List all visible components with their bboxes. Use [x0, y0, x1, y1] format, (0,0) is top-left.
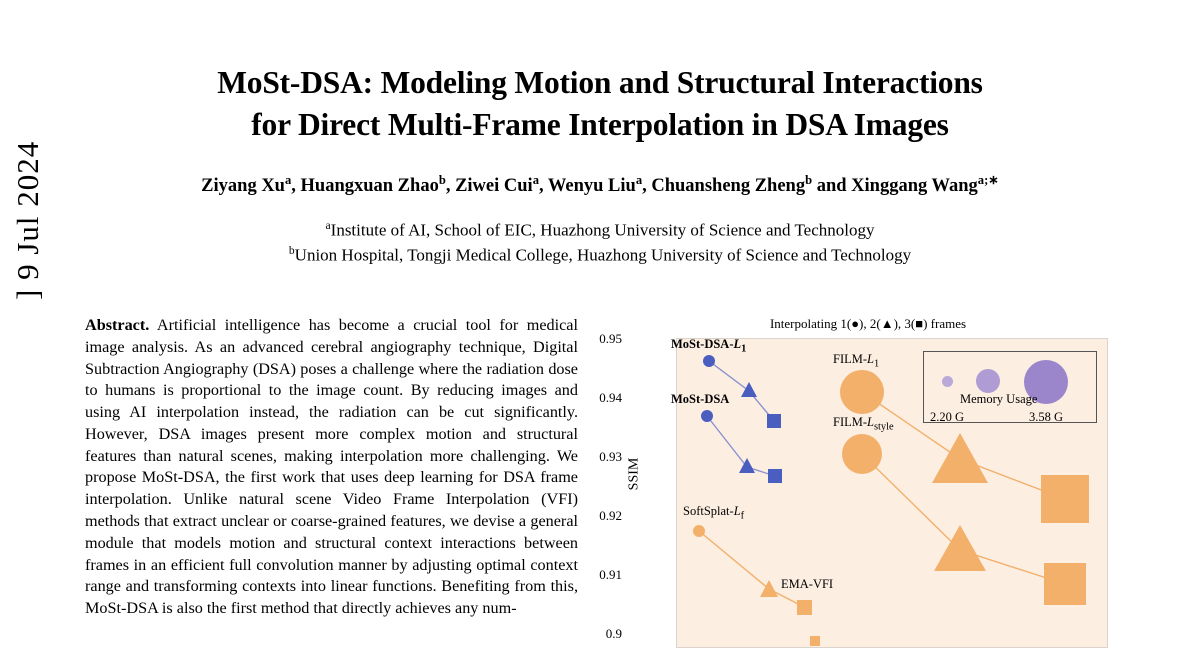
- point-mostdsa-l1-3frame: [767, 414, 781, 428]
- affiliations: [60, 218, 1140, 269]
- legend-min-value: 2.20 G: [930, 410, 965, 424]
- affiliation-b: $^b$Union Hospital, Tongji Medical College, Huazhong University of Science and Technology: [288, 244, 912, 265]
- point-softsplat-3frame: [797, 600, 812, 615]
- abstract-block: [85, 315, 578, 620]
- ytick-4: 0.91: [599, 567, 622, 582]
- point-softsplat-1frame: [693, 525, 705, 537]
- legend-max-value: 3.58 G: [1029, 410, 1064, 424]
- legend-small-circle: [942, 376, 953, 387]
- ytick-3: 0.92: [599, 508, 622, 523]
- chart-title: Interpolating 1(●), 2(▲), 3(■) frames: [769, 316, 967, 331]
- point-mostdsa-2frame: [739, 458, 755, 473]
- point-mostdsa-l1-2frame: [741, 382, 757, 397]
- point-film-l1-2frame: [932, 433, 988, 483]
- point-film-lstyle-1frame: [842, 434, 882, 474]
- legend-box: [923, 351, 1097, 423]
- title-line-1: MoSt-DSA: Modeling Motion and Structural Interactions: [217, 65, 983, 100]
- abstract-text: Artificial intelligence has become a crucial tool for medical image analysis. As an advanced cerebral angiography technique, Digital Subtraction Angiography (DSA) poses a challenge where the radiation dose to humans is proportional to the image count. By reducing images and using AI interpolation instead, the radiation can be cut significantly. However, DSA images present more complex motion and structural features than natural scenes, making interpolation more challenging. We propose MoSt-DSA, the first work that uses deep learning for DSA frame interpolation. Unlike natural scene Video Frame Interpolation (VFI) methods that extract unclear or coarse-grained features, we devise a general module that models motion and structural context interactions between frames in an efficient full convolution manner by adjusting optimal context range and transforming contexts into linear functions. Benefiting from this, MoSt-DSA is also the first method that directly achieves any num-: [85, 316, 578, 618]
- point-film-lstyle-2frame: [934, 525, 986, 571]
- chart-ylabel: SSIM: [626, 457, 642, 491]
- author-list: Ziyang Xu$^a$, Huangxuan Zhao$^b$, Ziwei Cui$^a$, Wenyu Liu$^a$, Chuansheng Zheng$^b$ and Xinggang Wang$^{a;∗}$: [201, 173, 999, 197]
- point-softsplat-2frame: [760, 580, 778, 597]
- label-softsplat: SoftSplat-$L_f$: [683, 504, 745, 522]
- point-mostdsa-3frame: [768, 469, 782, 483]
- point-mostdsa-l1-1frame: [703, 355, 715, 367]
- label-emavfi: EMA-VFI: [781, 577, 834, 591]
- label-mostdsa: MoSt-DSA: [671, 392, 730, 406]
- ytick-5: 0.9: [605, 626, 622, 641]
- figure-scatter: [599, 316, 1108, 648]
- arxiv-spine-date: ] 9 Jul 2024: [10, 140, 45, 300]
- point-film-lstyle-3frame: [1044, 563, 1086, 605]
- ytick-2: 0.93: [599, 449, 622, 464]
- affiliation-a: $^a$Institute of AI, School of EIC, Huazhong University of Science and Technology: [325, 219, 875, 240]
- page-title: [60, 62, 1140, 145]
- ytick-1: 0.94: [599, 390, 622, 405]
- label-film-lstyle: FILM-$L_{style}$: [833, 415, 894, 433]
- legend-title: Memory Usage: [960, 392, 1038, 406]
- label-film-l1: FILM-$L_1$: [833, 352, 880, 370]
- point-emavfi-3frame: [810, 636, 820, 646]
- abstract-heading: Abstract.: [85, 316, 150, 334]
- legend-medium-circle: [976, 369, 1000, 393]
- label-mostdsa-l1: MoSt-$DSA-L_1$: [671, 337, 747, 355]
- point-mostdsa-1frame: [701, 410, 713, 422]
- ytick-0: 0.95: [599, 331, 622, 346]
- title-line-2: for Direct Multi-Frame Interpolation in DSA Images: [251, 106, 949, 142]
- point-film-l1-1frame: [840, 370, 884, 414]
- point-film-l1-3frame: [1041, 475, 1089, 523]
- plot-area: [671, 337, 1108, 648]
